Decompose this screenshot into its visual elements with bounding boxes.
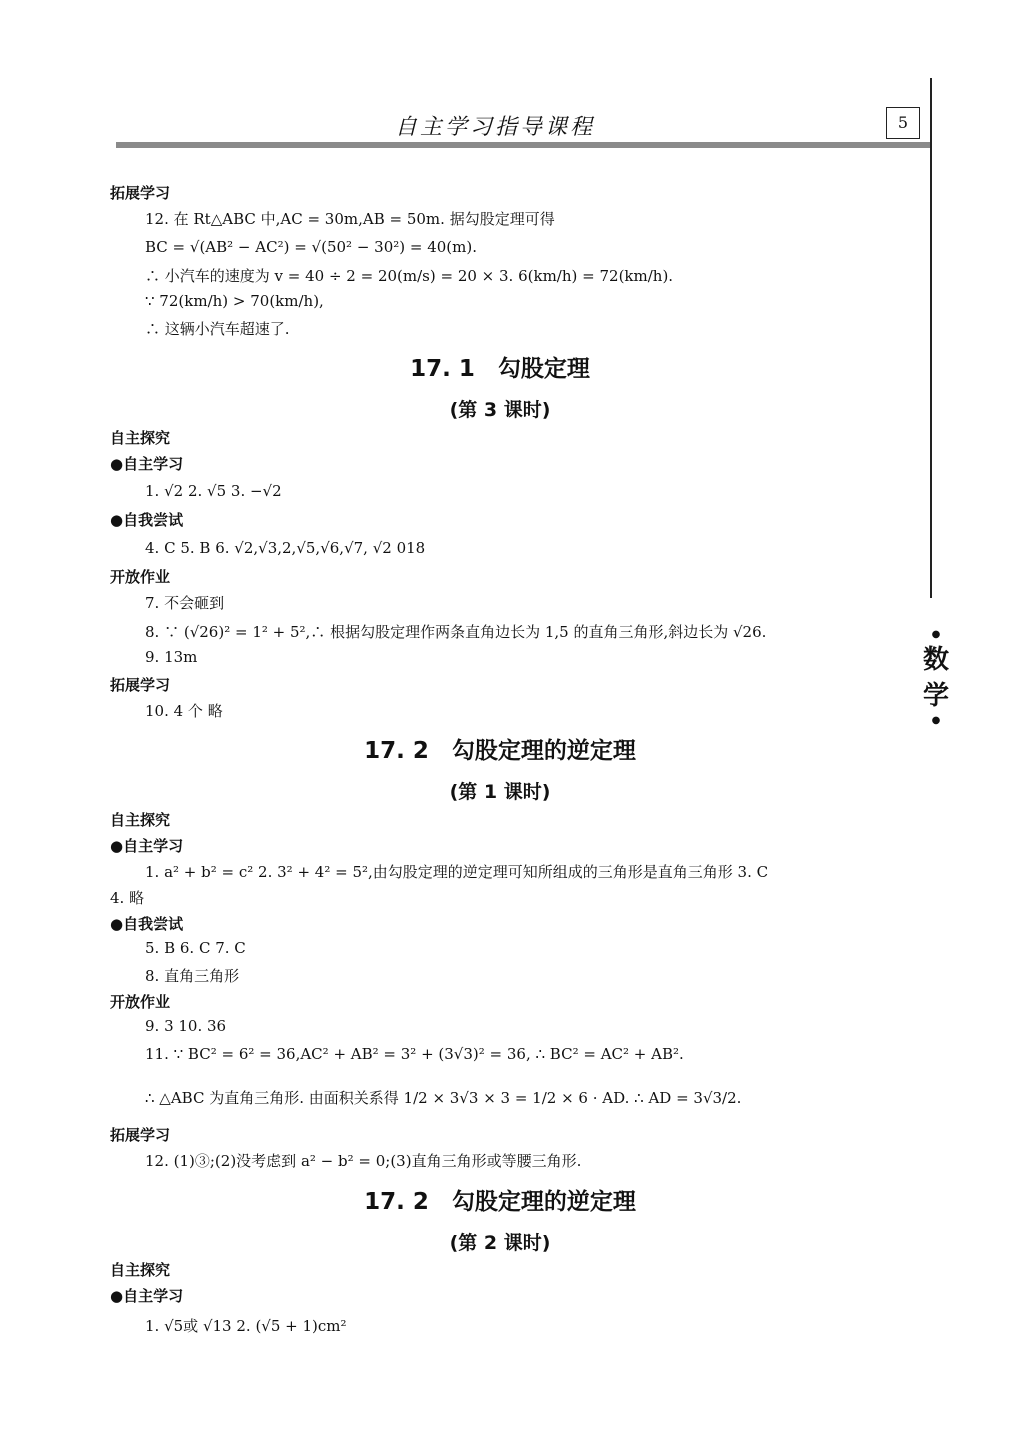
- section-label: 拓展学习: [110, 184, 171, 202]
- section-label: 自主探究: [110, 811, 171, 829]
- section-label: 自主探究: [110, 1261, 171, 1279]
- subsection-label: ●自我尝试: [110, 915, 184, 933]
- answer-line: 4. 略: [110, 889, 145, 907]
- answer-line: 12. (1)③;(2)没考虑到 a² − b² = 0;(3)直角三角形或等腰三角形.: [145, 1152, 582, 1170]
- subsection-label: ●自主学习: [110, 837, 184, 855]
- section-label: 开放作业: [110, 993, 171, 1011]
- side-subject-label: [916, 628, 956, 728]
- answer-line: 7. 不会砸到: [145, 594, 225, 612]
- section-label: 自主探究: [110, 429, 171, 447]
- running-header-title: 自主学习指导课程: [394, 115, 595, 140]
- answer-line: 1. √2 2. √5 3. −√2: [145, 482, 282, 500]
- header-rule: [116, 142, 930, 148]
- section-label: 拓展学习: [110, 1126, 171, 1144]
- answer-line: 12. 在 Rt△ABC 中,AC = 30m,AB = 50m. 据勾股定理可得: [145, 210, 555, 228]
- answer-line: 1. √5或 √13 2. (√5 + 1)cm²: [145, 1317, 347, 1335]
- answer-line: 10. 4 个 略: [145, 702, 223, 720]
- answer-line: ∴ 小汽车的速度为 v = 40 ÷ 2 = 20(m/s) = 20 × 3. 6(km/h) = 72(km/h).: [145, 267, 674, 285]
- answer-line: ∴ △ABC 为直角三角形. 由面积关系得 1/2 × 3√3 × 3 = 1/2 × 6 · AD. ∴ AD = 3√3/2.: [145, 1089, 742, 1107]
- section-label: 开放作业: [110, 568, 171, 586]
- answer-line: 1. a² + b² = c² 2. 3² + 4² = 5²,由勾股定理的逆定理可知所组成的三角形是直角三角形 3. C: [145, 863, 769, 881]
- answer-line: BC = √(AB² − AC²) = √(50² − 30²) = 40(m).: [145, 238, 477, 256]
- section-subtitle: (第 1 课时): [449, 781, 551, 803]
- subsection-label: ●自主学习: [110, 1287, 184, 1305]
- section-title: 17. 1 勾股定理: [410, 356, 590, 382]
- answer-line: 4. C 5. B 6. √2,√3,2,√5,√6,√7, √2 018: [145, 539, 426, 557]
- answer-line: 8. ∵ (√26)² = 1² + 5²,∴ 根据勾股定理作两条直角边长为 1,5 的直角三角形,斜边长为 √26.: [145, 623, 767, 641]
- section-subtitle: (第 3 课时): [449, 399, 551, 421]
- answer-line: 8. 直角三角形: [145, 967, 240, 985]
- side-dot-icon: ●: [931, 629, 941, 640]
- answer-line: 11. ∵ BC² = 6² = 36,AC² + AB² = 3² + (3√3)² = 36, ∴ BC² = AC² + AB².: [145, 1045, 684, 1063]
- subsection-label: ●自我尝试: [110, 511, 184, 529]
- section-subtitle: (第 2 课时): [449, 1232, 551, 1254]
- side-rule: [930, 78, 932, 598]
- side-dot-icon: ●: [931, 715, 941, 726]
- answer-line: ∵ 72(km/h) > 70(km/h),: [145, 292, 324, 310]
- subsection-label: ●自主学习: [110, 455, 184, 473]
- answer-line: 9. 13m: [145, 648, 198, 666]
- side-label-bottom: 学: [922, 681, 949, 711]
- section-title: 17. 2 勾股定理的逆定理: [364, 1189, 636, 1215]
- answer-line: 5. B 6. C 7. C: [145, 939, 246, 957]
- section-label: 拓展学习: [110, 676, 171, 694]
- page-number: 5: [886, 107, 920, 139]
- answer-line: 9. 3 10. 36: [145, 1017, 227, 1035]
- side-label-top: 数: [922, 645, 949, 675]
- section-title: 17. 2 勾股定理的逆定理: [364, 738, 636, 764]
- answer-line: ∴ 这辆小汽车超速了.: [145, 320, 290, 338]
